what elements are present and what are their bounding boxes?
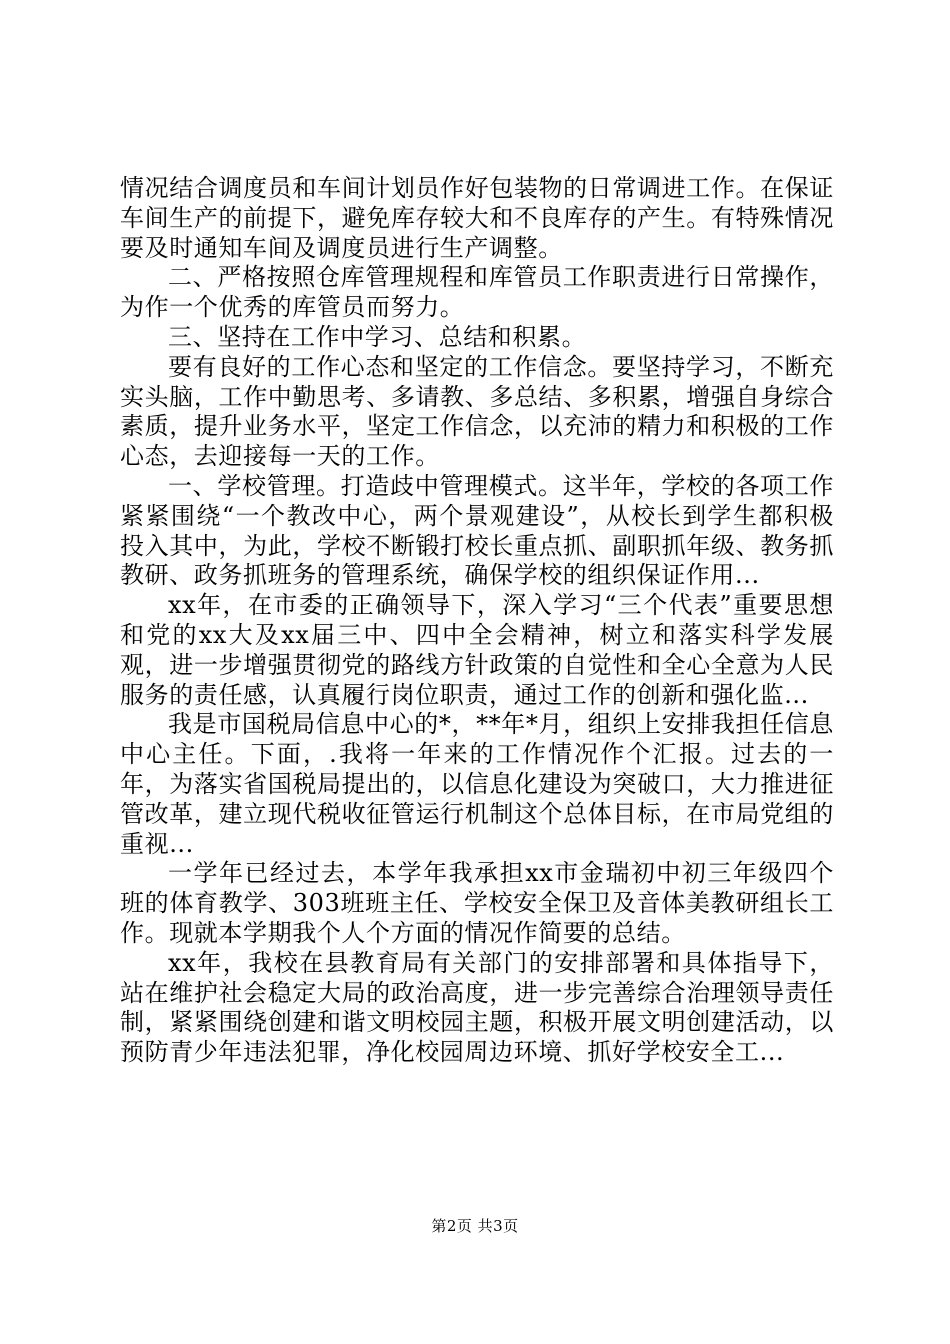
document-body xyxy=(120,174,834,1068)
paragraph: xx年，在市委的正确领导下，深入学习“三个代表”重要思想和党的xx大及xx届三中、四中全会精神，树立和落实科学发展观，进一步增强贯彻党的路线方针政策的自觉性和全心全意为人民服务的责任感，认真履行岗位职责，通过工作的创新和强化监... xyxy=(120,591,834,709)
paragraph: 我是市国税局信息中心的*，**年*月，组织上安排我担任信息中心主任。下面，.我将一年来的工作情况作个汇报。过去的一年，为落实省国税局提出的，以信息化建设为突破口，大力推进征管改革，建立现代税收征管运行机制这个总体目标，在市局党组的重视... xyxy=(120,710,834,858)
page-number: 第2页 共3页 xyxy=(431,1217,519,1235)
paragraph: 三、坚持在工作中学习、总结和积累。 xyxy=(168,322,587,351)
paragraph: 一、学校管理。打造歧中管理模式。这半年，学校的各项工作紧紧围绕“一个教改中心，两个景观建设”，从校长到学生都积极投入其中，为此，学校不断锻打校长重点抓、副职抓年级、教务抓教研、政务抓班务的管理系统，确保学校的组织保证作用... xyxy=(120,471,834,590)
paragraph: 情况结合调度员和车间计划员作好包装物的日常调进工作。在保证车间生产的前提下，避免库存较大和不良库存的产生。有特殊情况要及时通知车间及调度员进行生产调整。 xyxy=(120,174,834,262)
paragraph: 要有良好的工作心态和坚定的工作信念。要坚持学习，不断充实头脑，工作中勤思考、多请教、多总结、多积累，增强自身综合素质，提升业务水平，坚定工作信念，以充沛的精力和积极的工作心态，去迎接每一天的工作。 xyxy=(120,352,834,471)
paragraph: 二、严格按照仓库管理规程和库管员工作职责进行日常操作，为作一个优秀的库管员而努力。 xyxy=(120,263,834,322)
paragraph: xx年，我校在县教育局有关部门的安排部署和具体指导下，站在维护社会稳定大局的政治高度，进一步完善综合治理领导责任制，紧紧围绕创建和谐文明校园主题，积极开展文明创建活动，以预防青少年违法犯罪，净化校园周边环境、抓好学校安全工... xyxy=(120,948,834,1067)
page-footer xyxy=(0,1216,950,1236)
paragraph: 一学年已经过去，本学年我承担xx市金瑞初中初三年级四个班的体育教学、303班班主任、学校安全保卫及音体美教研组长工作。现就本学期我个人个方面的情况作简要的总结。 xyxy=(120,859,834,947)
